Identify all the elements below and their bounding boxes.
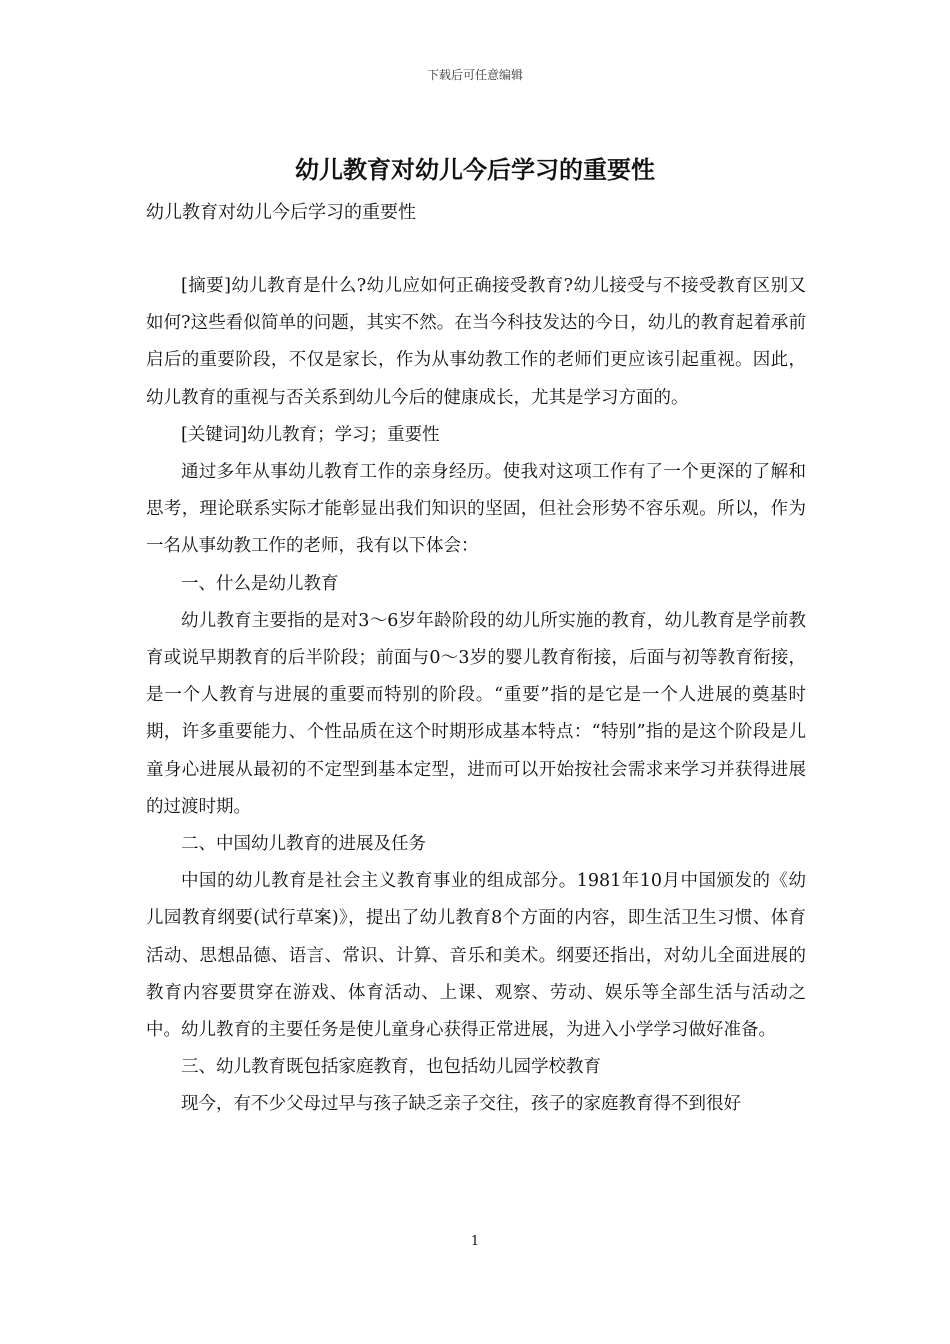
abstract-paragraph: [摘要]幼儿教育是什么?幼儿应如何正确接受教育?幼儿接受与不接受教育区别又如何?这些看似简单的问题，其实不然。在当今科技发达的今日，幼儿的教育起着承前启后的重要阶段，不仅是家长，作为从事幼教工作的老师们更应该引起重视。因此，幼儿教育的重视与否关系到幼儿今后的健康成长，尤其是学习方面的。 <box>146 276 806 408</box>
section-3-paragraph: 现今，有不少父母过早与孩子缺乏亲子交往，孩子的家庭教育得不到很好 <box>181 1094 741 1115</box>
document-subtitle: 幼儿教育对幼儿今后学习的重要性 <box>146 202 416 223</box>
section-heading-3: 三、幼儿教育既包括家庭教育，也包括幼儿园学校教育 <box>181 1057 601 1078</box>
page-number: 1 <box>470 1234 480 1249</box>
section-heading-1: 一、什么是幼儿教育 <box>181 573 339 594</box>
document-body <box>146 268 806 1124</box>
document-title: 幼儿教育对幼儿今后学习的重要性 <box>295 155 655 184</box>
section-heading-2: 二、中国幼儿教育的进展及任务 <box>181 834 426 855</box>
section-1-paragraph: 幼儿教育主要指的是对3～6岁年龄阶段的幼儿所实施的教育，幼儿教育是学前教育或说早期教育的后半阶段；前面与0～3岁的婴儿教育衔接，后面与初等教育衔接，是一个人教育与进展的重要而特别的阶段。“重要”指的是它是一个人进展的奠基时期，许多重要能力、个性品质在这个时期形成基本特点：“特别”指的是这个阶段是儿童身心进展从最初的不定型到基本定型，进而可以开始按社会需求来学习并获得进展的过渡时期。 <box>146 610 806 817</box>
section-2-paragraph: 中国的幼儿教育是社会主义教育事业的组成部分。1981年10月中国颁发的《幼儿园教育纲要(试行草案)》，提出了幼儿教育8个方面的内容，即生活卫生习惯、体育活动、思想品德、语言、常识、计算、音乐和美术。纲要还指出，对幼儿全面进展的教育内容要贯穿在游戏、体育活动、上课、观察、劳动、娱乐等全部生活与活动之中。幼儿教育的主要任务是使儿童身心获得正常进展，为进入小学学习做好准备。 <box>146 871 806 1041</box>
intro-paragraph: 通过多年从事幼儿教育工作的亲身经历。使我对这项工作有了一个更深的了解和思考，理论联系实际才能彰显出我们知识的坚固，但社会形势不容乐观。所以，作为一名从事幼教工作的老师，我有以下体会： <box>146 462 806 557</box>
page-header-note: 下载后可任意编辑 <box>426 68 523 82</box>
keywords-paragraph: [关键词]幼儿教育；学习；重要性 <box>181 424 440 445</box>
